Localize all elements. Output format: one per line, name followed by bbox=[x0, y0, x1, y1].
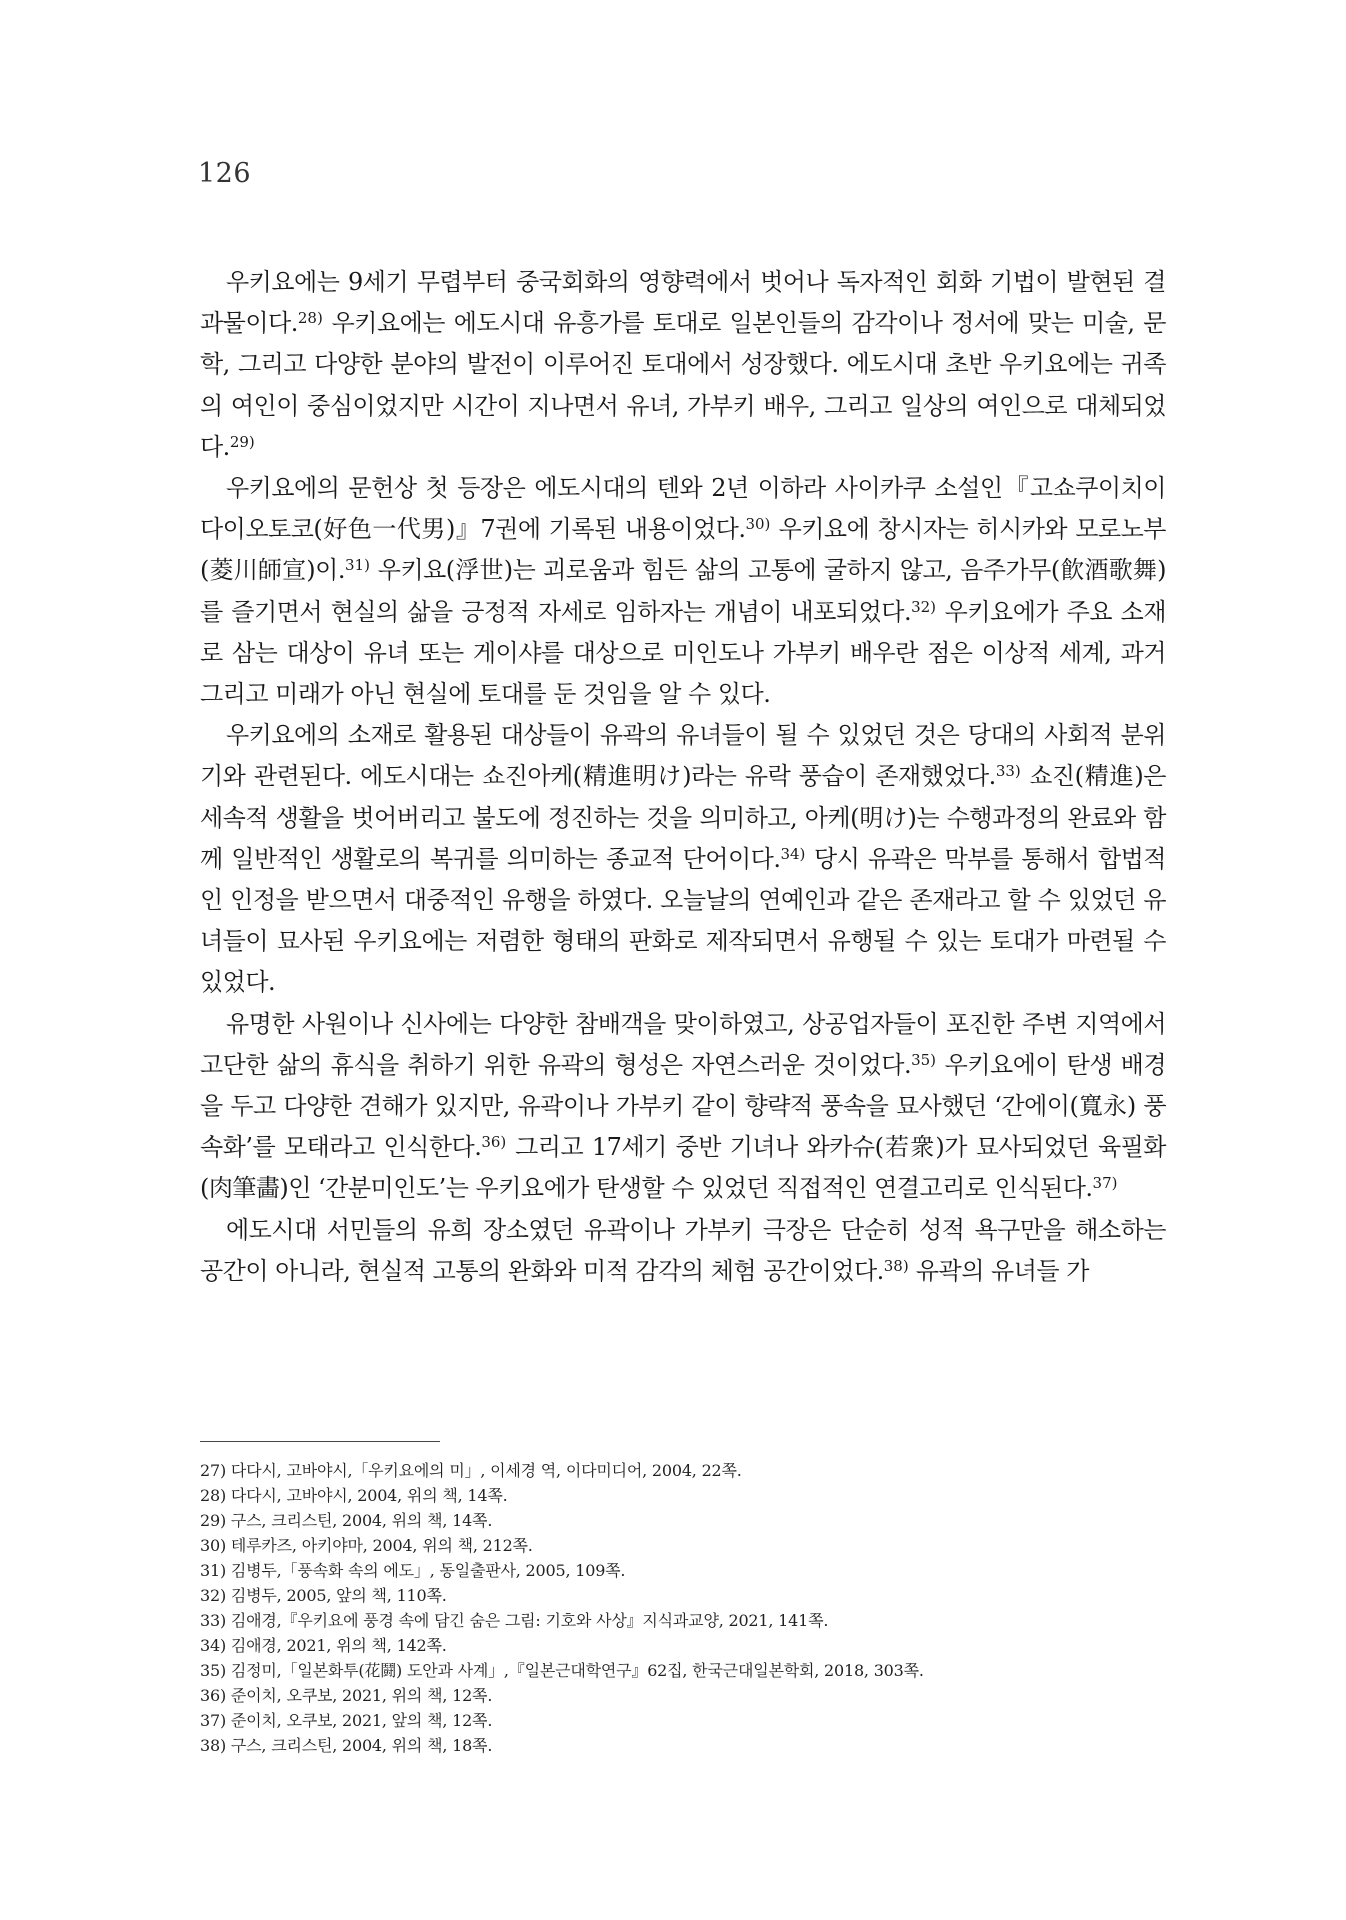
footnote-ref-31[interactable]: 31) bbox=[344, 556, 370, 575]
footnote-text: 준이치, 오쿠보, 2021, 앞의 책, 12쪽. bbox=[230, 1711, 493, 1730]
paragraph-text: 그리고 17세기 중반 기녀나 와카슈(若衆)가 묘사되었던 육필화(肉筆畵)인 ‘간분미인도’는 우키요에가 탄생할 수 있었던 직접적인 연결고리로 인식된다. bbox=[200, 1133, 1166, 1203]
footnote-ref-34[interactable]: 34) bbox=[780, 844, 806, 863]
footnote-number: 36) bbox=[200, 1686, 227, 1705]
footnote-text: 김병두, 2005, 앞의 책, 110쪽. bbox=[230, 1586, 447, 1605]
footnote-ref-35[interactable]: 35) bbox=[911, 1050, 937, 1069]
footnote-31 bbox=[200, 1558, 1166, 1583]
footnote-27 bbox=[200, 1458, 1166, 1483]
footnote-number: 30) bbox=[200, 1536, 227, 1555]
paragraph bbox=[200, 1210, 1166, 1292]
footnote-29 bbox=[200, 1508, 1166, 1533]
footnote-ref-38[interactable]: 38) bbox=[883, 1256, 909, 1275]
footnote-35 bbox=[200, 1658, 1166, 1683]
footnote-text: 김정미,「일본화투(花鬪) 도안과 사계」,『일본근대학연구』62집, 한국근대일본학회, 2018, 303쪽. bbox=[230, 1661, 924, 1680]
footnote-number: 38) bbox=[200, 1736, 227, 1755]
paragraph-text: 우키요에의 소재로 활용된 대상들이 유곽의 유녀들이 될 수 있었던 것은 당대의 사회적 분위기와 관련된다. 에도시대는 쇼진아케(精進明け)라는 유락 풍습이 존재했었다. bbox=[200, 721, 1166, 791]
footnote-text: 김애경, 2021, 위의 책, 142쪽. bbox=[230, 1636, 447, 1655]
footnote-ref-28[interactable]: 28) bbox=[297, 309, 323, 328]
footnote-number: 34) bbox=[200, 1636, 227, 1655]
footnote-34 bbox=[200, 1633, 1166, 1658]
paragraph-text: 쇼진(精進)은 세속적 생활을 벗어버리고 불도에 정진하는 것을 의미하고, 아케(明け)는 수행과정의 완료와 함께 일반적인 생활로의 복귀를 의미하는 종교적 단어이다. bbox=[200, 762, 1166, 873]
footnote-number: 31) bbox=[200, 1561, 227, 1580]
footnote-28 bbox=[200, 1483, 1166, 1508]
footnote-number: 27) bbox=[200, 1461, 227, 1480]
footnote-33 bbox=[200, 1608, 1166, 1633]
footnote-36 bbox=[200, 1683, 1166, 1708]
paragraph-text: 우키요에 창시자는 히시카와 모로노부(菱川師宣)이. bbox=[200, 515, 1166, 585]
footnote-ref-36[interactable]: 36) bbox=[481, 1133, 507, 1152]
footnotes bbox=[200, 1458, 1166, 1758]
footnote-text: 테루카즈, 아키야마, 2004, 위의 책, 212쪽. bbox=[230, 1536, 533, 1555]
footnote-text: 구스, 크리스틴, 2004, 위의 책, 18쪽. bbox=[230, 1736, 493, 1755]
paragraph-text: 우키요에의 문헌상 첫 등장은 에도시대의 텐와 2년 이하라 사이카쿠 소설인『고쇼쿠이치이다이오토코(好色一代男)』7권에 기록된 내용이었다. bbox=[200, 474, 1166, 544]
paragraph-text: 우키요(浮世)는 괴로움과 힘든 삶의 고통에 굴하지 않고, 음주가무(飮酒歌舞)를 즐기면서 현실의 삶을 긍정적 자세로 임하자는 개념이 내포되었다. bbox=[200, 556, 1166, 626]
paragraph bbox=[200, 715, 1166, 1003]
footnote-number: 33) bbox=[200, 1611, 227, 1630]
footnote-text: 준이치, 오쿠보, 2021, 위의 책, 12쪽. bbox=[230, 1686, 493, 1705]
footnote-38 bbox=[200, 1733, 1166, 1758]
body-text bbox=[200, 262, 1166, 1292]
footnote-number: 32) bbox=[200, 1586, 227, 1605]
paragraph-text: 우키요에가 주요 소재로 삼는 대상이 유녀 또는 게이샤를 대상으로 미인도나 가부키 배우란 점은 이상적 세계, 과거 그리고 미래가 아닌 현실에 토대를 둔 것임을 알 수 있다. bbox=[200, 597, 1167, 709]
paragraph bbox=[200, 1004, 1166, 1210]
paragraph-text: 유곽의 유녀들 가 bbox=[908, 1256, 1089, 1285]
footnote-text: 김애경,『우키요에 풍경 속에 담긴 숨은 그림: 기호와 사상』지식과교양, 2021, 141쪽. bbox=[230, 1611, 829, 1630]
paragraph-text: 당시 유곽은 막부를 통해서 합법적인 인정을 받으면서 대중적인 유행을 하였다. 오늘날의 연예인과 같은 존재라고 할 수 있었던 유녀들이 묘사된 우키요에는 저렴한 형태의 판화로 제작되면서 유행될 수 있는 토대가 마련될 수 있었다. bbox=[200, 844, 1166, 997]
footnote-ref-29[interactable]: 29) bbox=[229, 432, 255, 451]
footnote-text: 김병두,「풍속화 속의 에도」, 동일출판사, 2005, 109쪽. bbox=[230, 1561, 626, 1580]
footnote-text: 구스, 크리스틴, 2004, 위의 책, 14쪽. bbox=[230, 1511, 493, 1530]
paragraph-text: 우키요에이 탄생 배경을 두고 다양한 견해가 있지만, 유곽이나 가부키 같이 향략적 풍속을 묘사했던 ‘간에이(寬永) 풍속화’를 모태라고 인식한다. bbox=[200, 1050, 1167, 1162]
footnote-number: 35) bbox=[200, 1661, 227, 1680]
footnote-ref-37[interactable]: 37) bbox=[1092, 1174, 1118, 1193]
paragraph-text: 에도시대 서민들의 유희 장소였던 유곽이나 가부키 극장은 단순히 성적 욕구만을 해소하는 공간이 아니라, 현실적 고통의 완화와 미적 감각의 체험 공간이었다. bbox=[200, 1215, 1166, 1285]
paragraph bbox=[200, 262, 1166, 468]
paragraph bbox=[200, 468, 1166, 715]
footnote-ref-32[interactable]: 32) bbox=[911, 597, 937, 616]
footnote-37 bbox=[200, 1708, 1166, 1733]
paragraph-text: 유명한 사원이나 신사에는 다양한 참배객을 맞이하였고, 상공업자들이 포진한 주변 지역에서 고단한 삶의 휴식을 취하기 위한 유곽의 형성은 자연스러운 것이었다. bbox=[200, 1009, 1166, 1079]
footnote-number: 28) bbox=[200, 1486, 227, 1505]
footnote-30 bbox=[200, 1533, 1166, 1558]
footnote-ref-30[interactable]: 30) bbox=[745, 515, 771, 534]
footnote-32 bbox=[200, 1583, 1166, 1608]
footnote-number: 29) bbox=[200, 1511, 227, 1530]
footnote-divider bbox=[200, 1441, 440, 1442]
footnote-ref-33[interactable]: 33) bbox=[995, 762, 1021, 781]
footnote-text: 다다시, 고바야시, 2004, 위의 책, 14쪽. bbox=[230, 1486, 508, 1505]
page-number: 126 bbox=[198, 158, 252, 189]
paragraph-text: 우키요에는 9세기 무렵부터 중국회화의 영향력에서 벗어나 독자적인 회화 기법이 발현된 결과물이다. bbox=[200, 268, 1166, 338]
footnote-number: 37) bbox=[200, 1711, 227, 1730]
paragraph-text: 우키요에는 에도시대 유흥가를 토대로 일본인들의 감각이나 정서에 맞는 미술, 문학, 그리고 다양한 분야의 발전이 이루어진 토대에서 성장했다. 에도시대 초반 우키요에는 귀족의 여인이 중심이었지만 시간이 지나면서 유녀, 가부키 배우, 그리고 일상의 여인으로 대체되었다. bbox=[200, 309, 1166, 461]
footnote-text: 다다시, 고바야시,「우키요에의 미」, 이세경 역, 이다미디어, 2004, 22쪽. bbox=[230, 1461, 742, 1480]
